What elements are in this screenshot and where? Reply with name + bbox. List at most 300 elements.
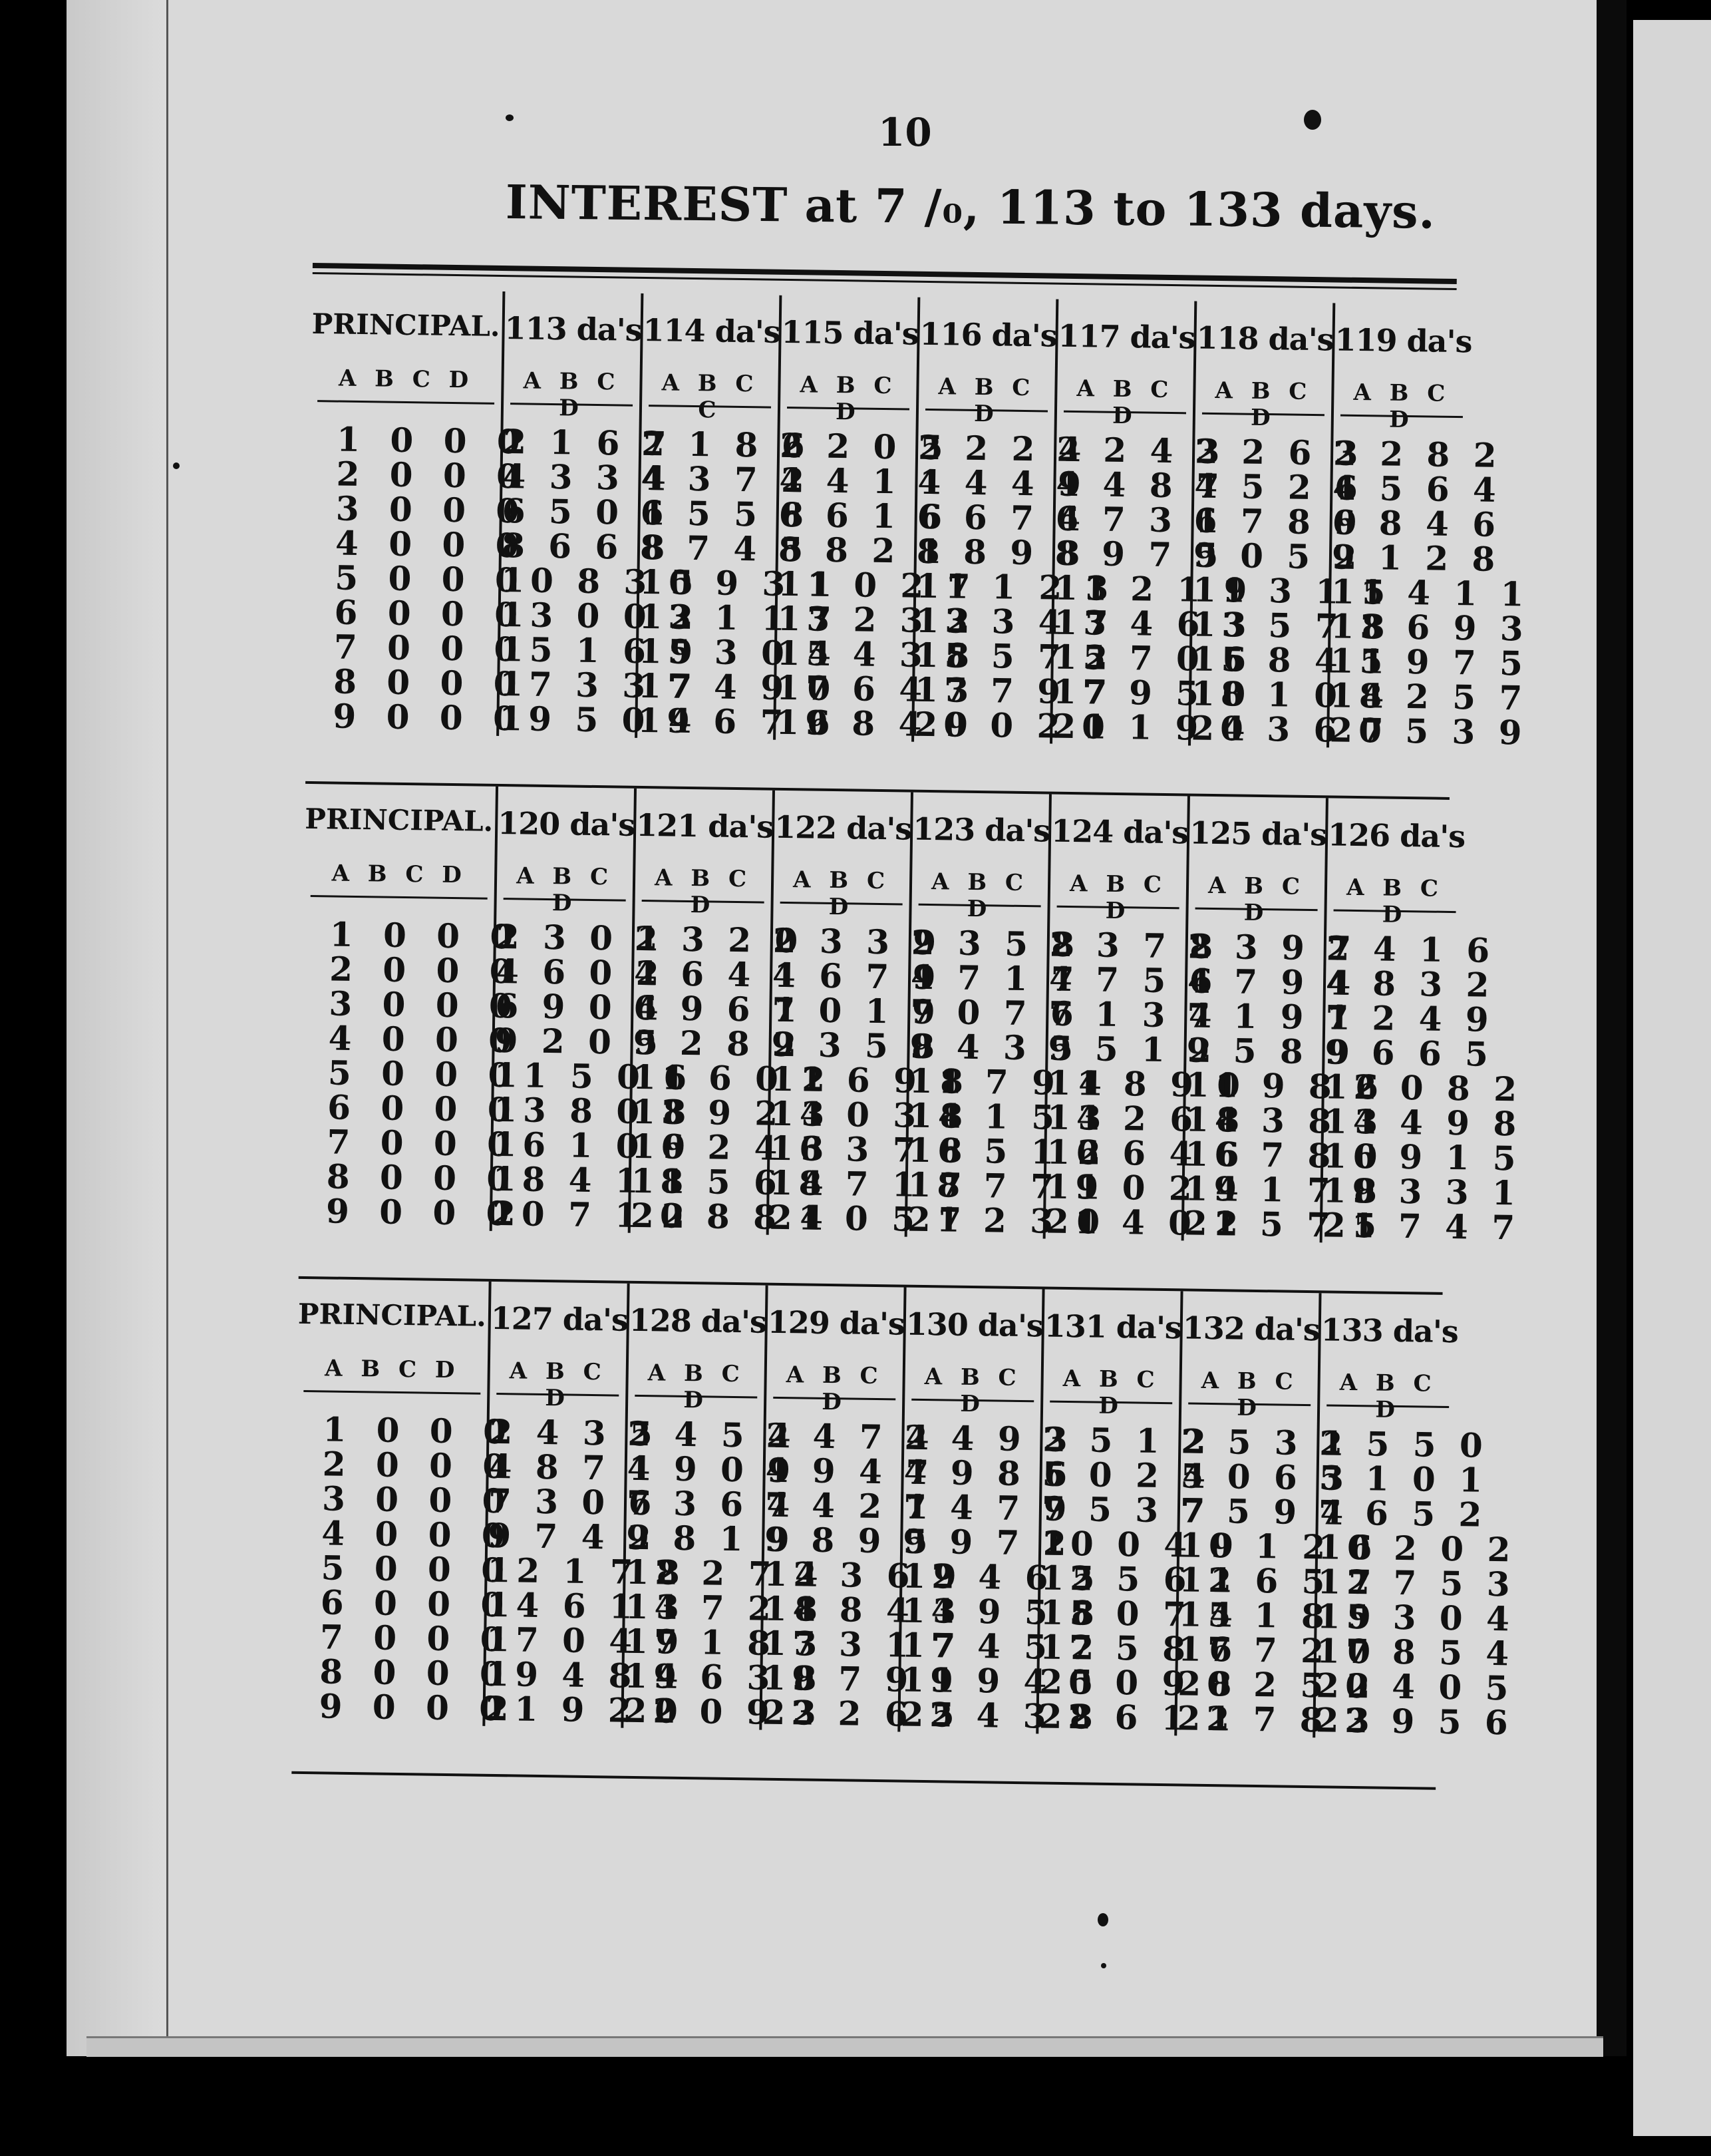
interest-value: 15 5 7 2 — [915, 635, 1114, 677]
interest-value: 4 6 4 1 — [633, 953, 804, 995]
day-header: 130 da's — [905, 1306, 1044, 1344]
interest-value: 6 7 3 1 — [1055, 498, 1225, 541]
interest-value: 6 5 5 8 — [640, 492, 810, 535]
principal-value: 6 0 0 0 — [334, 592, 528, 635]
principal-values — [306, 402, 530, 739]
interest-values — [776, 409, 977, 745]
principal-value: 4 0 0 0 — [328, 1018, 522, 1061]
interest-value: 21 7 4 7 — [1322, 1205, 1521, 1248]
gutter-shadow — [1597, 0, 1627, 2156]
day-column — [1037, 1289, 1240, 1739]
interest-values — [1315, 1406, 1517, 1743]
interest-values — [1177, 1404, 1378, 1741]
interest-value: 6 9 6 1 — [633, 988, 804, 1030]
interest-value: 2 4 9 3 — [904, 1417, 1074, 1460]
interest-value: 20 0 2 1 — [913, 704, 1113, 747]
interest-value: 11 4 1 1 — [1330, 572, 1530, 614]
interest-value: 6 6 1 6 — [778, 494, 949, 537]
interest-value: 20 8 8 4 — [630, 1195, 830, 1238]
interest-value: 12 4 6 5 — [902, 1556, 1102, 1598]
principal-value: 6 0 0 0 — [320, 1582, 514, 1625]
interest-table — [292, 1279, 1517, 1743]
page-edge — [67, 0, 168, 2056]
table-blocks — [291, 289, 1530, 1790]
principal-value: 1 0 0 0 — [329, 914, 523, 957]
interest-value: 12 0 8 2 — [1324, 1067, 1523, 1109]
interest-value: 17 9 5 0 — [1052, 671, 1252, 714]
day-subheader: A B C D — [1202, 363, 1325, 417]
interest-value: 4 3 3 4 — [502, 456, 673, 498]
day-subheader: A B C D — [635, 1345, 758, 1399]
day-column — [484, 1282, 687, 1731]
interest-value: 19 4 8 4 — [486, 1654, 685, 1697]
day-header: 133 da's — [1321, 1312, 1459, 1350]
interest-value: 22 0 9 3 — [623, 1690, 823, 1733]
print-speck — [1098, 1913, 1108, 1926]
interest-value: 18 2 5 7 — [1329, 675, 1529, 718]
principal-value: 9 0 0 0 — [325, 1191, 519, 1234]
day-header: 117 da's — [1058, 317, 1195, 356]
interest-value: 7 6 5 2 — [1318, 1493, 1488, 1534]
day-column — [1051, 299, 1253, 749]
interest-value: 21 0 5 7 — [768, 1197, 968, 1240]
day-header: 122 da's — [774, 808, 912, 847]
day-subheader: A B C D — [642, 850, 765, 904]
print-speck — [1304, 110, 1321, 130]
principal-value: 6 0 0 0 — [327, 1087, 521, 1130]
interest-values — [499, 405, 700, 741]
interest-value: 6 9 0 4 — [495, 986, 665, 1028]
interest-value: 15 9 7 5 — [1330, 641, 1529, 683]
interest-value: 8 8 9 8 — [916, 531, 1086, 574]
interest-value: 2 4 1 6 — [1326, 928, 1496, 970]
interest-value: 4 9 8 6 — [903, 1452, 1074, 1495]
interest-values — [637, 407, 838, 743]
interest-value: 5 0 2 4 — [1042, 1454, 1212, 1497]
principal-value: 1 0 0 0 — [323, 1409, 516, 1452]
interest-value: 9 5 1 2 — [1048, 1028, 1218, 1071]
day-subheader: A B C D — [1050, 1351, 1173, 1405]
interest-value: 8 6 6 8 — [501, 526, 671, 568]
day-column — [1314, 1293, 1517, 1743]
interest-value: 12 3 6 9 — [764, 1554, 963, 1596]
principal-values — [292, 1392, 516, 1729]
interest-value: 9 7 4 2 — [487, 1515, 658, 1558]
principal-value: 5 0 0 0 — [321, 1548, 514, 1590]
principal-column — [292, 1279, 516, 1729]
interest-value: 11 6 0 2 — [632, 1057, 832, 1099]
day-header: 113 da's — [504, 310, 643, 348]
interest-value: 4 7 5 6 — [1048, 959, 1219, 1001]
interest-value: 2 2 8 2 — [1332, 433, 1503, 475]
interest-value: 7 2 4 9 — [1324, 997, 1495, 1039]
interest-values — [492, 900, 693, 1236]
interest-value: 19 3 3 1 — [1322, 1170, 1522, 1213]
interest-value: 4 4 4 9 — [917, 462, 1088, 504]
interest-value: 2 3 3 9 — [772, 920, 943, 963]
interest-table-block — [299, 784, 1523, 1295]
day-header: 115 da's — [781, 313, 919, 352]
interest-values — [907, 906, 1108, 1242]
principal-value: 7 0 0 0 — [319, 1617, 513, 1660]
interest-value: 4 6 0 2 — [495, 951, 665, 993]
principal-value: 2 0 0 0 — [336, 454, 530, 496]
interest-value: 18 1 0 4 — [1191, 673, 1390, 716]
interest-table-block — [305, 289, 1530, 800]
interest-value: 17 6 4 3 — [776, 667, 975, 710]
interest-values — [1045, 908, 1247, 1244]
interest-value: 21 9 2 0 — [485, 1688, 685, 1731]
table-row — [299, 784, 1464, 1244]
day-header: 114 da's — [643, 311, 780, 350]
interest-value: 16 2 4 3 — [631, 1126, 831, 1168]
day-header: 118 da's — [1196, 319, 1334, 358]
interest-value: 21 2 3 0 — [907, 1199, 1106, 1242]
interest-value: 9 8 9 5 — [764, 1519, 935, 1562]
interest-table — [299, 784, 1523, 1248]
table-row — [306, 289, 1471, 749]
interest-value: 11 2 1 9 — [1054, 568, 1253, 610]
interest-value: 15 1 6 9 — [500, 629, 699, 672]
principal-value: 2 0 0 0 — [322, 1444, 516, 1487]
interest-value: 15 8 4 1 — [1191, 639, 1391, 681]
interest-value: 15 4 3 8 — [776, 633, 976, 675]
interest-values — [913, 411, 1115, 747]
interest-value: 2 3 2 0 — [634, 918, 804, 961]
day-column — [906, 793, 1108, 1242]
page-title: INTEREST at 7 /₀, 113 to 133 days. — [505, 174, 1436, 240]
day-subheader: A B C D — [787, 357, 910, 411]
interest-value: 20 4 0 5 — [1315, 1666, 1515, 1708]
interest-value: 19 6 3 8 — [623, 1656, 823, 1698]
interest-value: 7 0 7 6 — [909, 991, 1080, 1034]
interest-value: 10 0 4 9 — [1040, 1523, 1240, 1566]
interest-value: 13 2 3 2 — [777, 598, 977, 641]
principal-subheader: A B C D — [317, 350, 495, 405]
day-header: 125 da's — [1189, 814, 1327, 853]
print-speck — [506, 114, 514, 121]
interest-value: 14 7 2 8 — [625, 1586, 824, 1629]
day-subheader: A B C D — [911, 1349, 1034, 1403]
interest-value: 4 5 2 6 — [1194, 466, 1364, 508]
interest-value: 11 5 0 6 — [494, 1055, 693, 1098]
principal-subheader: A B C D — [311, 845, 488, 900]
interest-values — [1038, 1403, 1240, 1739]
day-column — [636, 293, 838, 743]
print-speck — [173, 462, 180, 469]
interest-value: 4 7 9 4 — [1187, 961, 1357, 1003]
interest-value: 14 2 6 8 — [1046, 1097, 1246, 1140]
interest-values — [1183, 909, 1385, 1246]
interest-tables — [291, 263, 1530, 1790]
interest-value: 9 8 1 9 — [625, 1517, 796, 1560]
day-subheader: A B C D — [504, 848, 627, 902]
interest-values — [762, 1399, 963, 1735]
interest-value: 19 6 7 6 — [637, 700, 837, 743]
interest-value: 13 8 0 8 — [493, 1089, 693, 1133]
interest-value: 6 8 4 6 — [1332, 502, 1502, 544]
interest-value: 9 3 5 8 — [771, 1024, 941, 1067]
principal-value: 5 0 0 0 — [327, 1053, 521, 1095]
day-subheader: A B C D — [919, 854, 1042, 908]
interest-value: 14 3 8 3 — [1185, 1099, 1384, 1142]
interest-value: 4 4 1 1 — [779, 460, 949, 502]
interest-value: 6 6 7 4 — [917, 496, 1087, 539]
day-subheader: A B C D — [496, 1343, 619, 1397]
interest-value: 13 6 9 3 — [1330, 606, 1530, 649]
interest-value: 9 2 0 5 — [494, 1020, 665, 1063]
interest-value: 4 8 7 1 — [488, 1446, 659, 1489]
principal-value: 9 0 0 0 — [319, 1686, 512, 1729]
interest-value: 12 2 7 4 — [625, 1552, 825, 1594]
interest-value: 5 0 6 3 — [1180, 1456, 1350, 1498]
interest-value: 9 4 3 5 — [909, 1026, 1080, 1069]
interest-table-block — [291, 1279, 1517, 1790]
interest-value: 7 3 6 4 — [626, 1483, 796, 1525]
interest-table — [306, 289, 1530, 753]
interest-value: 12 7 5 3 — [1317, 1562, 1517, 1604]
interest-value: 2 1 6 7 — [502, 422, 673, 464]
interest-value: 17 5 8 6 — [1039, 1627, 1239, 1670]
principal-value: 9 0 0 0 — [333, 696, 526, 739]
interest-value: 12 6 5 7 — [1179, 1560, 1378, 1602]
interest-value: 11 6 9 8 — [770, 1059, 970, 1101]
interest-value: 15 1 8 9 — [1178, 1594, 1378, 1637]
principal-value: 4 0 0 0 — [321, 1513, 515, 1556]
principal-value: 3 0 0 0 — [335, 488, 529, 531]
principal-value: 7 0 0 0 — [327, 1122, 520, 1165]
interest-value: 9 9 7 2 — [902, 1521, 1073, 1564]
interest-value: 11 3 1 5 — [1192, 570, 1392, 612]
interest-value: 17 4 5 2 — [901, 1625, 1100, 1668]
day-header: 132 da's — [1182, 1310, 1321, 1348]
interest-value: 19 1 7 8 — [1184, 1168, 1384, 1211]
interest-value: 13 0 0 2 — [500, 595, 700, 637]
interest-value: 17 1 8 3 — [624, 1621, 824, 1664]
interest-value: 9 6 6 5 — [1324, 1032, 1495, 1074]
interest-value: 14 8 4 3 — [763, 1588, 963, 1631]
interest-value: 16 3 7 8 — [770, 1128, 969, 1170]
interest-values — [768, 904, 970, 1240]
principal-subheader: A B C D — [303, 1340, 481, 1395]
interest-value: 12 5 6 1 — [1040, 1558, 1240, 1600]
interest-value: 2 3 0 1 — [496, 916, 666, 959]
day-column — [768, 791, 970, 1240]
day-header: 119 da's — [1334, 321, 1472, 360]
interest-value: 10 9 3 1 — [639, 562, 838, 605]
day-subheader: A B C D — [1334, 860, 1457, 914]
interest-value: 2 2 2 4 — [917, 427, 1088, 470]
interest-value: 5 1 0 1 — [1319, 1458, 1489, 1500]
interest-values — [1190, 415, 1392, 751]
interest-value: 4 5 6 4 — [1332, 468, 1503, 510]
interest-value: 4 6 7 9 — [772, 955, 942, 997]
interest-value: 10 2 0 2 — [1317, 1527, 1517, 1570]
interest-value: 7 3 0 6 — [488, 1481, 658, 1523]
day-column — [1321, 798, 1523, 1248]
interest-value: 8 7 4 5 — [639, 527, 810, 570]
interest-value: 15 3 0 4 — [638, 631, 838, 674]
interest-value: 17 7 2 0 — [1177, 1629, 1377, 1672]
interest-value: 2 4 3 5 — [489, 1411, 659, 1454]
principal-value: 8 0 0 0 — [333, 661, 526, 704]
interest-value: 20 5 3 9 — [1328, 710, 1528, 753]
interest-value: 4 9 0 9 — [627, 1448, 797, 1491]
interest-value: 14 9 5 8 — [901, 1590, 1101, 1633]
interest-value: 18 4 1 1 — [492, 1159, 692, 1202]
interest-value: 9 0 5 2 — [1193, 535, 1363, 578]
interest-value: 14 4 9 8 — [1323, 1101, 1523, 1144]
principal-header: PRINCIPAL. — [304, 802, 494, 838]
interest-value: 13 5 7 8 — [1192, 604, 1392, 647]
interest-value: 2 3 5 8 — [911, 922, 1081, 965]
day-header: 131 da's — [1044, 1308, 1182, 1346]
interest-value: 17 7 9 7 — [914, 669, 1114, 712]
interest-value: 20 0 9 8 — [1038, 1662, 1238, 1704]
interest-value: 11 0 2 7 — [777, 564, 977, 606]
interest-value: 7 0 1 9 — [771, 989, 942, 1032]
interest-value: 9 1 2 8 — [1331, 537, 1501, 579]
day-column — [1189, 301, 1392, 751]
interest-values — [1052, 413, 1253, 749]
interest-value: 18 7 1 7 — [769, 1163, 969, 1205]
interest-value: 11 9 8 6 — [1185, 1065, 1385, 1107]
day-column — [774, 295, 977, 745]
interest-value: 7 5 3 7 — [1041, 1489, 1211, 1531]
interest-value: 9 5 8 9 — [1186, 1030, 1356, 1073]
day-column — [899, 1288, 1102, 1737]
day-header: 124 da's — [1050, 812, 1189, 851]
interest-value: 15 3 0 4 — [1317, 1596, 1516, 1639]
day-subheader: A B C D — [1064, 361, 1187, 415]
day-header: 129 da's — [767, 1304, 905, 1342]
interest-value: 14 0 3 8 — [770, 1093, 969, 1136]
interest-value: 19 0 2 4 — [1046, 1167, 1245, 1209]
day-column — [629, 789, 832, 1238]
interest-value: 2 2 4 3 — [1056, 429, 1226, 472]
day-subheader: A B C D — [780, 852, 903, 906]
interest-values — [1322, 911, 1523, 1248]
interest-value: 17 8 5 4 — [1316, 1631, 1515, 1674]
page-number: 10 — [878, 110, 932, 155]
interest-value: 22 2 6 5 — [762, 1692, 961, 1735]
interest-value: 18 7 7 1 — [907, 1165, 1107, 1207]
bottom-shadow — [67, 2056, 1627, 2156]
interest-value: 13 9 2 3 — [631, 1091, 831, 1134]
principal-value: 3 0 0 0 — [321, 1479, 515, 1521]
day-subheader: A B C D — [1057, 856, 1180, 910]
interest-value: 7 1 9 1 — [1186, 995, 1357, 1038]
interest-value: 20 3 6 7 — [1190, 708, 1390, 751]
interest-value: 2 2 6 3 — [1194, 431, 1364, 474]
interest-value: 19 5 0 4 — [499, 698, 699, 741]
interest-value: 10 8 3 5 — [500, 560, 700, 603]
interest-value: 2 2 0 5 — [779, 425, 950, 468]
interest-value: 19 8 4 9 — [776, 702, 975, 745]
principal-values — [299, 897, 523, 1234]
interest-value: 15 0 7 4 — [1040, 1592, 1239, 1635]
interest-value: 7 4 2 1 — [764, 1485, 935, 1527]
interest-value: 16 5 1 2 — [908, 1130, 1108, 1172]
interest-value: 20 1 9 4 — [1052, 706, 1251, 749]
interest-value: 2 5 5 0 — [1319, 1423, 1489, 1465]
day-column — [1328, 303, 1530, 753]
interest-value: 2 4 5 4 — [627, 1413, 798, 1456]
day-subheader: A B C D — [1188, 1353, 1311, 1407]
day-column — [913, 297, 1115, 747]
interest-value: 16 7 8 0 — [1185, 1134, 1384, 1176]
interest-value: 8 9 7 5 — [1054, 533, 1225, 576]
interest-value: 20 7 1 2 — [492, 1193, 691, 1236]
interest-value: 21 4 0 2 — [1045, 1201, 1245, 1244]
interest-value: 21 5 7 5 — [1183, 1203, 1383, 1246]
interest-value: 22 7 8 3 — [1177, 1698, 1376, 1741]
interest-value: 6 5 0 1 — [502, 491, 672, 533]
day-subheader: A B C D — [1340, 365, 1464, 419]
interest-value: 20 2 5 2 — [1177, 1664, 1376, 1706]
facing-page — [1627, 20, 1711, 2136]
day-header: 127 da's — [490, 1300, 629, 1338]
interest-value: 2 3 7 8 — [1049, 924, 1219, 967]
interest-value: 8 8 2 1 — [778, 529, 948, 572]
interest-value: 4 3 7 2 — [641, 458, 811, 500]
interest-value: 17 4 9 0 — [637, 665, 837, 709]
interest-value: 15 7 0 6 — [1053, 637, 1253, 679]
interest-value: 2 5 1 2 — [1042, 1419, 1213, 1462]
interest-value: 4 9 4 7 — [765, 1450, 935, 1493]
day-subheader: A B C D — [1326, 1354, 1450, 1408]
interest-values — [900, 1401, 1102, 1737]
interest-value: 14 1 5 3 — [908, 1095, 1108, 1138]
interest-value: 22 9 5 6 — [1315, 1700, 1515, 1743]
interest-value: 4 7 1 7 — [910, 957, 1080, 999]
interest-values — [485, 1395, 687, 1731]
interest-value: 19 9 4 5 — [900, 1660, 1100, 1702]
interest-value: 12 1 7 8 — [487, 1550, 687, 1593]
principal-value: 5 0 0 0 — [334, 558, 528, 600]
interest-value: 19 7 9 1 — [762, 1658, 961, 1700]
day-subheader: A B C D — [510, 353, 633, 407]
interest-value: 22 4 3 8 — [900, 1694, 1100, 1737]
principal-value: 8 0 0 0 — [326, 1157, 520, 1199]
day-header: 121 da's — [635, 807, 774, 845]
day-subheader: A B C C — [649, 355, 772, 409]
principal-header: PRINCIPAL. — [311, 307, 500, 343]
principal-value: 8 0 0 0 — [319, 1652, 513, 1694]
page-bottom-edge — [86, 2036, 1603, 2057]
interest-value: 17 0 4 9 — [486, 1619, 685, 1662]
interest-value: 4 8 3 2 — [1325, 963, 1495, 1005]
day-column — [1183, 796, 1385, 1246]
day-column — [760, 1286, 963, 1735]
interest-value: 10 1 2 6 — [1179, 1525, 1378, 1568]
day-subheader: A B C D — [1195, 858, 1319, 912]
interest-value: 16 6 4 6 — [1046, 1132, 1246, 1174]
table-row — [292, 1279, 1457, 1739]
day-column — [622, 1284, 825, 1733]
day-header: 126 da's — [1327, 816, 1466, 855]
interest-value: 16 9 1 5 — [1323, 1136, 1522, 1178]
principal-value: 7 0 0 0 — [333, 627, 527, 669]
interest-value: 2 1 8 6 — [641, 423, 812, 466]
interest-value: 13 1 1 7 — [639, 596, 838, 639]
interest-value: 9 2 8 2 — [633, 1022, 803, 1065]
interest-value: 18 5 6 4 — [631, 1161, 830, 1203]
interest-value: 22 6 1 1 — [1038, 1696, 1238, 1739]
print-speck — [1101, 1963, 1106, 1968]
interest-value: 17 3 3 7 — [499, 663, 699, 707]
interest-value: 16 1 0 9 — [493, 1124, 693, 1167]
